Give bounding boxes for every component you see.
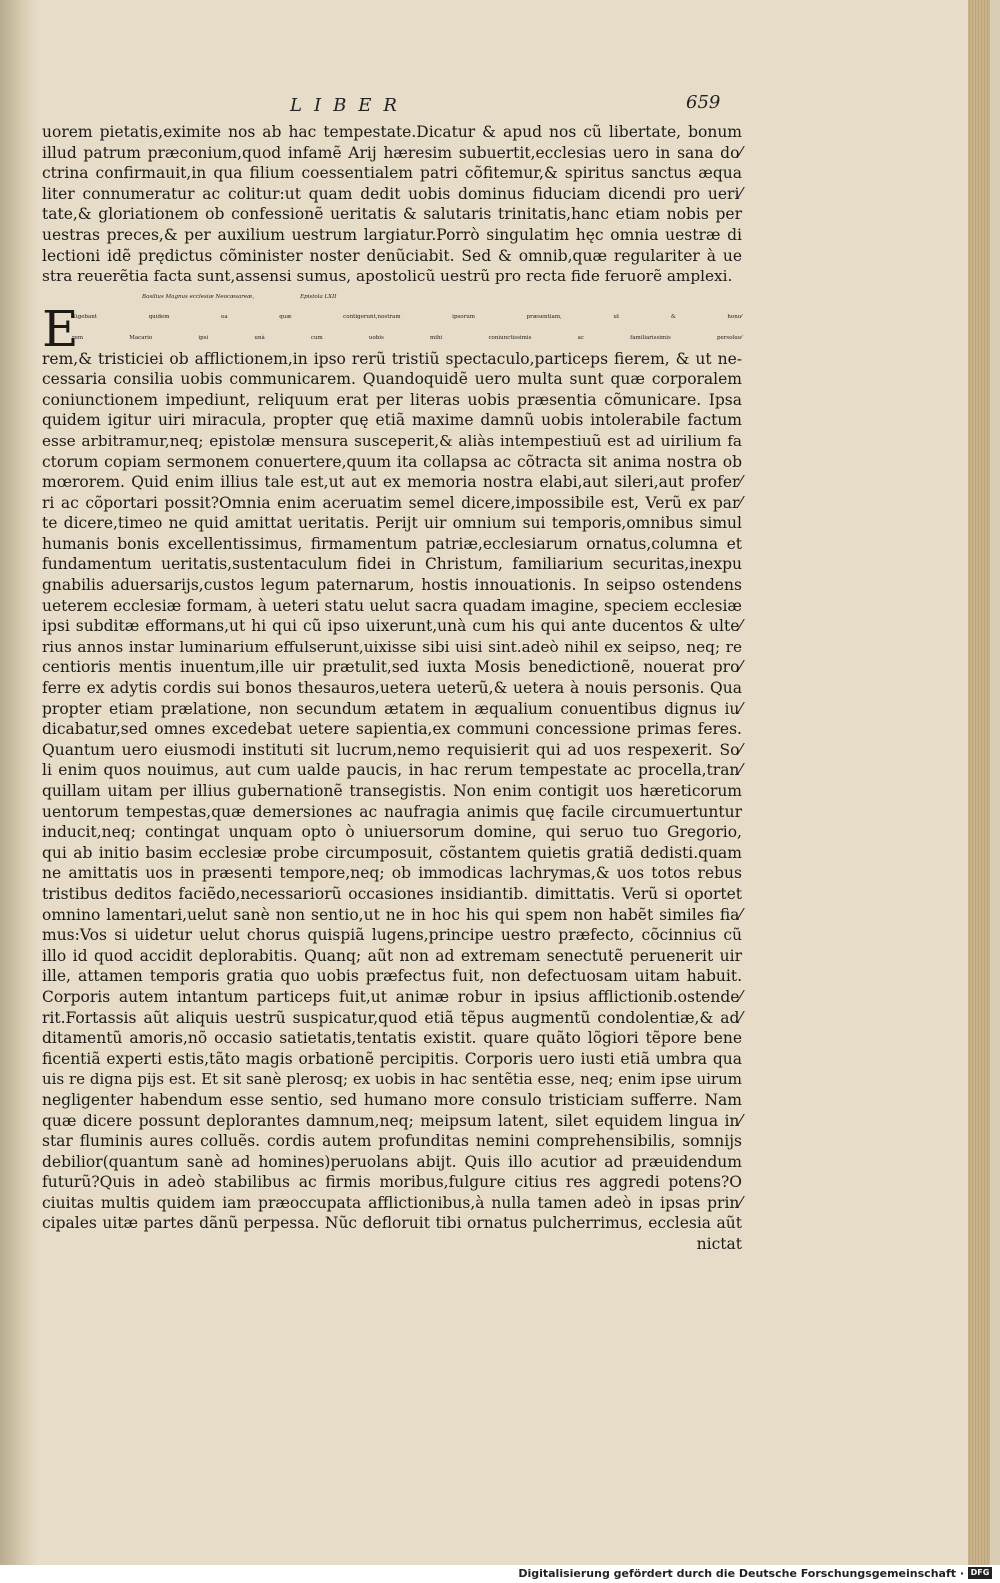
text-line: esse arbitramur,neq; epistolæ mensura susceperit,& aliàs intempestiuũ est ad uirilium fa	[42, 431, 742, 450]
text-line: ueterem ecclesiæ formam, à ueteri statu uelut sacra quadam imagine, speciem ecclesiæ	[42, 596, 742, 615]
text-line: fundamentum ueritatis,sustentaculum fidei in Christum, familiarium securitas,inexpu	[42, 555, 742, 574]
text-line: uestras preces,& per auxilium uestrum largiatur.Porrò singulatim hęc omnia uestræ di	[42, 225, 742, 244]
text-line: gnabilis aduersarijs,custos legum paternarum, hostis innouationis. In seipso ostendens	[42, 576, 742, 595]
text-line: qui ab initio basim ecclesiæ probe circumposuit, cõstantem quietis gratiã dedisti.quam	[42, 843, 742, 862]
text-line: liter connumeratur ac colitur:ut quam dedit uobis dominus fiduciam dicendi pro ueri⁄	[42, 184, 742, 203]
text-line: tate,& gloriationem ob confessionẽ ueritatis & salutaris trinitatis,hanc etiam nobis per	[42, 205, 742, 224]
text-line: uentorum tempestas,quæ demersiones ac naufragia animis quę facile circumuertuntur	[42, 802, 742, 821]
text-line: negligenter habendum esse sentio, sed humano more consulo tristiciam sufferre. Nam	[42, 1090, 742, 1109]
text-line: rem,& tristiciei ob afflictionem,in ipso rerũ tristiũ spectaculo,particeps fierem, & ut ne-	[42, 349, 742, 368]
text-line: mœrorem. Quid enim illius tale est,ut aut ex memoria nostra elabi,aut sileri,aut profer⁄	[42, 473, 742, 492]
folio-number: 659	[686, 92, 721, 113]
drop-cap-initial: E	[42, 300, 79, 359]
text-line: uis re digna pijs est. Et sit sanè plerosq; ex uobis in hac sentẽtia esse, neq; enim ipse uirum	[42, 1070, 742, 1089]
text-line: omnino lamentari,uelut sanè non sentio,ut ne in hoc his qui spem non habẽt similes fia⁄	[42, 905, 742, 924]
text-line: dicabatur,sed omnes excedebat uetere sapientia,ex communi concessione primas feres.	[42, 720, 742, 739]
text-line: inducit,neq; contingat unquam opto ò uniuersorum domine, qui seruo tuo Gregorio,	[42, 823, 742, 842]
text-line: rem Macario ipsi unà cum uobis mihi coniunctissimis ac familiarissimis persolue⁄	[72, 334, 742, 341]
text-line: quillam uitam per illius gubernationẽ transegistis. Non enim contigit uos hæreticorum	[42, 782, 742, 800]
text-line: futurũ?Quis in adeò stabilibus ac firmis moribus,fulgure citius res aggredi potens?O	[42, 1173, 742, 1192]
text-line: mus:Vos si uidetur uelut chorus quispiã lugens,principe uestro præfecto, cõcinnius cũ	[42, 926, 742, 945]
text-line: ctrina confirmauit,in qua filium coessentialem patri cõfitemur,& spiritus sanctus æqua	[42, 164, 742, 183]
text-line: uorem pietatis,eximite nos ab hac tempestate.Dicatur & apud nos cũ libertate, bonum	[42, 123, 742, 141]
text-line: ferre ex adytis cordis sui bonos thesauros,uetera ueterũ,& uetera à nouis personis. Qua	[42, 679, 742, 698]
text-line: lectioni idẽ prędictus cõminister noster denũciabit. Sed & omnib,quæ regulariter à ue	[42, 246, 742, 265]
text-line: star fluminis aures colluẽs. cordis autem profunditas nemini comprehensibilis, somnijs	[42, 1132, 742, 1151]
letter-heading	[42, 287, 742, 308]
text-line: ciuitas multis quidem iam præoccupata afflictionibus,à nulla tamen adeò in ipsas prin⁄	[42, 1193, 742, 1212]
text-line: Corporis autem intantum particeps fuit,ut animæ robur in ipsius afflictionib.ostende⁄	[42, 987, 742, 1006]
text-line: quidem igitur uiri miracula, propter quę etiã maxime damnũ uobis intolerabile factum	[42, 411, 742, 430]
text-line: centioris mentis inuentum,ille uir prætulit,sed iuxta Mosis benedictionẽ, nouerat pro⁄	[42, 658, 742, 677]
text-line: quæ dicere possunt deplorantes damnum,neq; meipsum latent, silet equidem lingua in⁄	[42, 1111, 742, 1130]
letter-heading-number: Epistola LXII	[300, 293, 337, 300]
text-line: cipales uitæ partes dãnũ perpessa. Nũc defloruit tibi ornatus pulcherrimus, ecclesia aũt	[42, 1214, 742, 1233]
text-line: li enim quos nouimus, aut cum ualde paucis, in hac rerum tempestate ac procella,tran⁄	[42, 761, 742, 780]
text-line: ri ac cõportari possit?Omnia enim aceruatim semel dicere,impossibile est, Verũ ex par⁄	[42, 493, 742, 512]
text-line: ditamentũ amoris,nõ occasio satietatis,tentatis existit. quare quãto lõgiori tẽpore bene	[42, 1029, 742, 1048]
text-line: coniunctionem impediunt, reliquum erat per literas uobis præsentia cõmunicare. Ipsa	[42, 390, 742, 409]
text-line: illud patrum præconium,quod infamẽ Arij hæresim subuertit,ecclesias uero in sana do⁄	[42, 143, 742, 162]
text-line: Xigebant quidem ea quæ contigerunt,nostram ipsorum præsentiam, ut & hono⁄	[72, 314, 742, 321]
text-line: ficentiã experti estis,tãto magis orbationẽ percipitis. Corporis uero iusti etiã umbra qua	[42, 1049, 742, 1068]
dfg-logo: DFG	[968, 1567, 992, 1579]
running-head: LIBER	[290, 95, 409, 116]
text-line: ille, attamen temporis gratia quo uobis præfectus fuit, non defectuosam uitam habuit.	[42, 967, 742, 986]
text-line: rius annos instar luminarium effulserunt,uixisse sibi uisi sint.adeò nihil ex seipso, neq; re	[42, 637, 742, 656]
text-line: ne amittatis uos in præsenti tempore,neq; ob immodicas lachrymas,& uos totos rebus	[42, 864, 742, 883]
paragraph-previous-letter-end	[42, 122, 742, 287]
page-gutter	[0, 0, 38, 1565]
text-line: propter etiam prælatione, non secundum ætatem in æqualium conuentibus dignus iu⁄	[42, 699, 742, 718]
text-line: ctorum copiam sermonem conuertere,quum ita collapsa ac cõtracta sit anima nostra ob	[42, 452, 742, 471]
catchword: nictat	[696, 1235, 742, 1254]
text-line: Quantum uero eiusmodi instituti sit lucrum,nemo requisierit qui ad uos respexerit. So⁄	[42, 740, 742, 759]
text-line: humanis bonis excellentissimus, firmamentum patriæ,ecclesiarum ornatus,columna et	[42, 534, 742, 553]
text-line: cessaria consilia uobis communicarem. Quandoquidẽ uero multa sunt quæ corporalem	[42, 370, 742, 389]
text-line: te dicere,timeo ne quid amittat ueritatis. Perijt uir omnium sui temporis,omnibus simul	[42, 514, 742, 533]
letter-heading-title: Basilius Magnus ecclesiæ Neocæsareæ,	[142, 293, 255, 300]
page-fore-edge	[968, 0, 990, 1565]
text-line: ipsi subditæ efformans,ut hi qui cũ ipso uixerunt,unà cum his qui ante ducentos & ulte⁄	[42, 617, 742, 636]
text-line: rit.Fortassis aũt aliquis uestrũ suspicatur,quod etiã tẽpus augmentũ condolentiæ,& ad⁄	[42, 1008, 742, 1027]
text-line: stra reuerẽtia facta sunt,assensi sumus, apostolicũ uestrũ pro recta fide feruorẽ amplexi.	[42, 267, 733, 286]
text-block	[42, 122, 742, 1255]
paragraph-letter-62	[42, 300, 742, 1234]
text-line: debilior(quantum sanè ad homines)peruolans abijt. Quis illo acutior ad præuidendum	[42, 1152, 742, 1171]
text-line: tristibus deditos faciẽdo,necessariorũ occasiones insidiantib. dimittatis. Verũ si oportet	[42, 884, 742, 903]
digitization-credit: Digitalisierung gefördert durch die Deutsche Forschungsgemeinschaft ·	[518, 1567, 964, 1580]
text-line: illo id quod accidit deplorabitis. Quanq; aũt non ad extremam senectutẽ peruenerit uir	[42, 946, 742, 965]
